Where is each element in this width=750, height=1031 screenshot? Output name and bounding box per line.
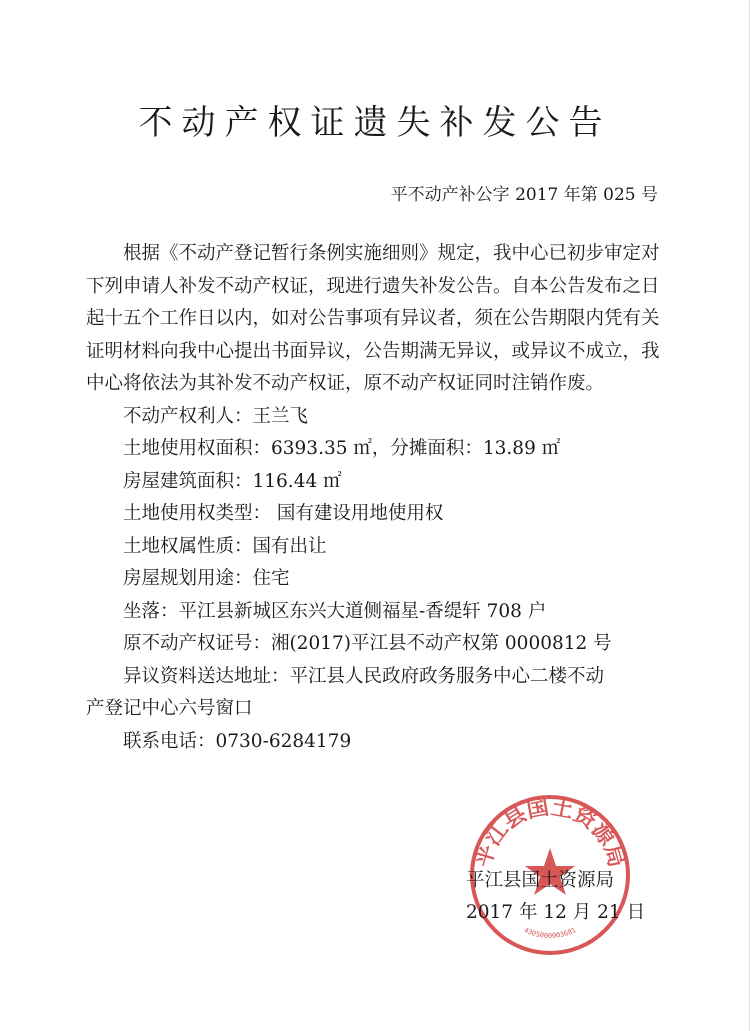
field-land-ownership: 土地权属性质：国有出让 (123, 535, 327, 557)
field-phone: 联系电话：0730-6284179 (123, 730, 352, 752)
field-objection-address: 异议资料送达地址：平江县人民政府政务服务中心二楼不动 (123, 665, 605, 687)
seal-text: 平江县国土资源局 (471, 794, 629, 871)
field-owner: 不动产权利人：王兰飞 (123, 405, 309, 427)
field-objection-address-continued: 产登记中心六号窗口 (86, 698, 253, 719)
announcement-body (86, 238, 666, 758)
field-land-area: 土地使用权面积：6393.35 ㎡，分摊面积：13.89 ㎡ (123, 438, 561, 459)
issue-date: 2017 年 12 月 21 日 (466, 902, 646, 923)
intro-paragraph: 根据《不动产登记暂行条例实施细则》规定，我中心已初步审定对下列申请人补发不动产权证，现进行遗失补发公告。自本公告发布之日起十五个工作日以内，如对公告事项有异议者，须在公告期限内凭有关证明材料向我中心提出书面异议，公告期满无异议，或异议不成立，我中心将依法为其补发不动产权证，原不动产权证同时注销作废。 (86, 243, 660, 394)
svg-text:4305000003681 (523, 926, 578, 940)
field-land-use-type: 土地使用权类型： 国有建设用地使用权 (123, 503, 444, 524)
field-planned-use: 房屋规划用途：住宅 (123, 568, 290, 589)
issuer-name: 平江县国土资源局 (466, 870, 615, 891)
field-location: 坐落：平江县新城区东兴大道侧福星-香缇轩 708 户 (123, 600, 547, 622)
field-original-cert-no: 原不动产权证号：湘(2017)平江县不动产权第 0000812 号 (123, 633, 612, 654)
document-number: 平不动产补公字 2017 年第 025 号 (390, 185, 658, 205)
seal-code: 4305000003681 (522, 926, 578, 940)
field-building-area: 房屋建筑面积：116.44 ㎡ (123, 470, 342, 492)
document-title: 不动产权证遗失补发公告 (138, 103, 612, 143)
